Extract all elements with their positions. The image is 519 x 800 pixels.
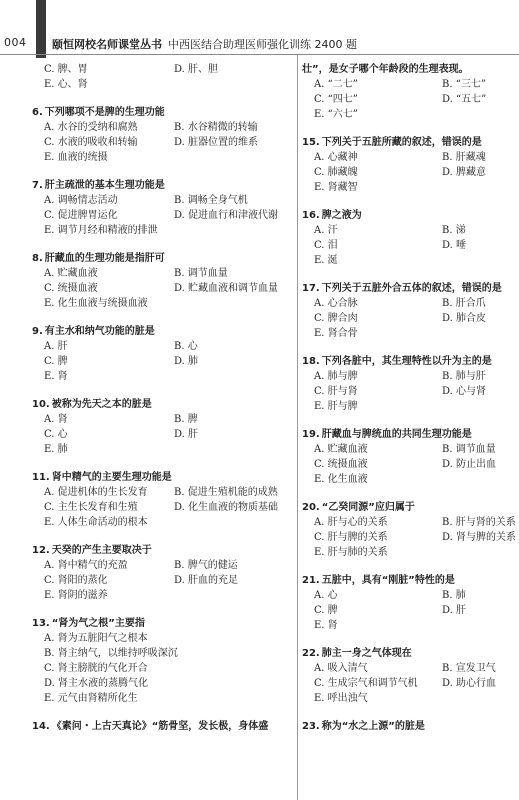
- answer-option: B. 调节血量: [174, 268, 228, 279]
- option-list: [302, 369, 518, 414]
- option-row: [44, 354, 294, 369]
- answer-option: C. 生成宗气和调节气机: [314, 678, 418, 689]
- question-text: 天癸的产生主要取决于: [51, 545, 152, 556]
- answer-option: C. 主生长发育和生殖: [44, 502, 138, 513]
- option-row: [44, 150, 294, 165]
- answer-option: B. 宣发卫气: [442, 663, 496, 674]
- answer-option: C. 肝与肾: [314, 386, 358, 397]
- answer-option: A. 贮藏血液: [44, 268, 98, 279]
- option-row: [44, 77, 294, 92]
- option-row: [44, 296, 294, 311]
- answer-option: D. 贮藏血液和调节血量: [174, 283, 279, 294]
- question-stem: [32, 616, 294, 631]
- question-number: 7.: [32, 180, 43, 191]
- question-stem: [32, 178, 294, 193]
- question-number: 11.: [32, 472, 50, 483]
- question: [302, 135, 518, 195]
- option-row: [314, 676, 518, 691]
- option-row: [314, 457, 518, 472]
- option-row: [314, 107, 518, 122]
- answer-option: D. 助心行血: [442, 678, 497, 689]
- answer-option: A. 心合脉: [314, 298, 358, 309]
- option-list: [302, 515, 518, 560]
- option-row: [314, 296, 518, 311]
- question-stem-continued: 壮”，是女子哪个年龄段的生理表现。: [302, 64, 469, 75]
- question-text: 下列关于五脏所藏的叙述，错误的是: [321, 137, 482, 148]
- answer-option: C. 水液的吸收和转输: [44, 137, 138, 148]
- option-row: [314, 92, 518, 107]
- question: [32, 719, 294, 734]
- question: [32, 470, 294, 530]
- answer-option: B. 肺: [442, 590, 466, 601]
- option-row: [314, 150, 518, 165]
- answer-option: B. 调畅全身气机: [174, 195, 248, 206]
- option-row: [44, 442, 294, 457]
- question-text: 有主水和纳气功能的脏是: [44, 326, 155, 337]
- question-text: 《素问・上古天真论》“筋骨坚，发长极，身体盛: [51, 721, 269, 732]
- answer-option: C. “四七”: [314, 94, 358, 105]
- question-stem: [32, 324, 294, 339]
- option-row: [44, 691, 294, 706]
- question: [32, 324, 294, 384]
- answer-option: E. 呼出浊气: [314, 693, 368, 704]
- answer-option: E. 心、肾: [44, 79, 88, 90]
- answer-option: E. 调节月经和精液的排泄: [44, 225, 158, 236]
- question-number: 14.: [32, 721, 50, 732]
- question-text: 肝藏血与脾统血的共同生理功能是: [321, 429, 472, 440]
- answer-option: D. 化生血液的物质基础: [174, 502, 279, 513]
- question-text: 下列各脏中，其生理特性以升为主的是: [321, 356, 492, 367]
- answer-option: C. 统摄血液: [314, 459, 368, 470]
- answer-option: E. 血液的统摄: [44, 152, 108, 163]
- question: [302, 427, 518, 487]
- question: [32, 543, 294, 603]
- option-row: [314, 311, 518, 326]
- option-row: [44, 485, 294, 500]
- option-row: [314, 384, 518, 399]
- page-header: [0, 32, 519, 52]
- answer-option: C. 心: [44, 429, 68, 440]
- option-row: [314, 618, 518, 633]
- answer-option: E. 肝与脾: [314, 401, 358, 412]
- question: [302, 646, 518, 706]
- option-row: [44, 515, 294, 530]
- answer-option: A. 心: [314, 590, 338, 601]
- question-text: 称为“水之上源”的脏是: [321, 721, 425, 732]
- option-list: [302, 296, 518, 341]
- question-number: 20.: [302, 502, 320, 513]
- option-row: [44, 631, 294, 646]
- question-number: 10.: [32, 399, 50, 410]
- answer-option: B. 促进生殖机能的成熟: [174, 487, 278, 498]
- option-row: [314, 180, 518, 195]
- question-stem: [302, 427, 518, 442]
- option-row: [44, 427, 294, 442]
- option-list: [302, 223, 518, 268]
- option-row: [314, 588, 518, 603]
- book-title: 中西医结合助理医师强化训练 2400 题: [168, 38, 357, 51]
- question-text: “乙癸同源”应归属于: [321, 502, 415, 513]
- option-list: [32, 631, 294, 706]
- answer-option: B. 涕: [442, 225, 466, 236]
- option-row: [44, 120, 294, 135]
- answer-option: A. 肝与心的关系: [314, 517, 388, 528]
- question-number: 17.: [302, 283, 320, 294]
- question-stem: [32, 719, 294, 734]
- option-row: [44, 266, 294, 281]
- answer-option: A. 贮藏血液: [314, 444, 368, 455]
- answer-option: B. 调节血量: [442, 444, 496, 455]
- question-stem: [32, 397, 294, 412]
- answer-option: A. 调畅情志活动: [44, 195, 118, 206]
- answer-option: D. 心与肾: [442, 386, 487, 397]
- option-row: [314, 691, 518, 706]
- question-stem: [32, 543, 294, 558]
- option-list: [32, 193, 294, 238]
- question-number: 15.: [302, 137, 320, 148]
- answer-option: D. 肝、胆: [174, 64, 219, 75]
- question-stem: [32, 105, 294, 120]
- answer-option: B. 脾气的健运: [174, 560, 238, 571]
- question-stem: [302, 135, 518, 150]
- option-list: [32, 62, 294, 92]
- option-row: [44, 500, 294, 515]
- option-row: [44, 208, 294, 223]
- option-row: [314, 545, 518, 560]
- option-row: [44, 135, 294, 150]
- answer-option: E. 肾阴的滋养: [44, 590, 108, 601]
- option-row: [314, 399, 518, 414]
- answer-option: D. 脾藏意: [442, 167, 487, 178]
- question-text: 下列关于五脏外合五体的叙述，错误的是: [321, 283, 502, 294]
- option-row: [44, 62, 294, 77]
- answer-option: B. 脾: [174, 414, 198, 425]
- question-number: 9.: [32, 326, 43, 337]
- answer-option: D. 肝血的充足: [174, 575, 239, 586]
- answer-option: E. 肾藏智: [314, 182, 358, 193]
- question-text: 肾中精气的主要生理功能是: [51, 472, 172, 483]
- question-text: 肝主疏泄的基本生理功能是: [44, 180, 165, 191]
- option-list: [32, 120, 294, 165]
- option-row: [44, 558, 294, 573]
- question: [302, 208, 518, 268]
- answer-option: D. 肾与脾的关系: [442, 532, 517, 543]
- answer-option: B. 水谷精微的转输: [174, 122, 258, 133]
- question: [302, 500, 518, 560]
- left-column: [32, 62, 294, 747]
- question-stem: [302, 500, 518, 515]
- question-stem: [32, 470, 294, 485]
- answer-option: C. 促进脾胃运化: [44, 210, 118, 221]
- answer-option: A. 心藏神: [314, 152, 358, 163]
- answer-option: C. 脾: [314, 605, 338, 616]
- page-number: 004: [4, 36, 27, 49]
- question: [302, 573, 518, 633]
- option-row: [44, 369, 294, 384]
- answer-option: D. 防止出血: [442, 459, 497, 470]
- option-row: [314, 472, 518, 487]
- answer-option: A. 肺与脾: [314, 371, 358, 382]
- answer-option: E. 元气由肾精所化生: [44, 693, 138, 704]
- option-row: [314, 661, 518, 676]
- answer-option: E. “六七”: [314, 109, 358, 120]
- question-text: 下列哪项不是脾的生理功能: [44, 107, 165, 118]
- answer-option: B. 肾主纳气，以维持呼吸深沉: [44, 648, 178, 659]
- answer-option: C. 肺藏魄: [314, 167, 358, 178]
- question-text: 脾之液为: [321, 210, 362, 221]
- right-column: [302, 62, 518, 747]
- option-row: [314, 238, 518, 253]
- question-number: 23.: [302, 721, 320, 732]
- question-stem: [302, 719, 518, 734]
- answer-option: E. 肝与肺的关系: [314, 547, 388, 558]
- answer-option: A. “二七”: [314, 79, 358, 90]
- question-text: 肺主一身之气体现在: [321, 648, 412, 659]
- option-list: [32, 485, 294, 530]
- answer-option: E. 涎: [314, 255, 338, 266]
- option-list: [302, 442, 518, 487]
- option-row: [44, 588, 294, 603]
- question-stem: [302, 646, 518, 661]
- answer-option: A. 肝: [44, 341, 68, 352]
- question-number: 6.: [32, 107, 43, 118]
- answer-option: E. 肾: [44, 371, 68, 382]
- question: [302, 62, 518, 122]
- option-list: [302, 661, 518, 706]
- answer-option: E. 化生血液: [314, 474, 368, 485]
- answer-option: A. 肾中精气的充盈: [44, 560, 128, 571]
- answer-option: D. 肺: [174, 356, 199, 367]
- answer-option: A. 吸入清气: [314, 663, 368, 674]
- option-row: [314, 77, 518, 92]
- question-stem: [302, 573, 518, 588]
- answer-option: E. 肺: [44, 444, 68, 455]
- question-stem: [302, 281, 518, 296]
- option-list: [32, 339, 294, 384]
- answer-option: E. 化生血液与统摄血液: [44, 298, 148, 309]
- question-number: 21.: [302, 575, 320, 586]
- answer-option: E. 肾合骨: [314, 328, 358, 339]
- answer-option: A. 水谷的受纳和腐熟: [44, 122, 138, 133]
- option-row: [44, 281, 294, 296]
- answer-option: B. 心: [174, 341, 198, 352]
- question: [302, 719, 518, 734]
- option-row: [314, 223, 518, 238]
- answer-option: D. 脏器位置的维系: [174, 137, 259, 148]
- question-number: 19.: [302, 429, 320, 440]
- option-row: [314, 515, 518, 530]
- question-stem: [32, 251, 294, 266]
- question-text: 五脏中，具有“刚脏”特性的是: [321, 575, 455, 586]
- answer-option: D. 促进血行和津液代谢: [174, 210, 279, 221]
- question-stem: [302, 354, 518, 369]
- answer-option: A. 肾: [44, 414, 68, 425]
- option-row: [44, 573, 294, 588]
- header-rule: [0, 54, 519, 55]
- option-row: [44, 646, 294, 661]
- question: [32, 178, 294, 238]
- question-number: 13.: [32, 618, 50, 629]
- answer-option: C. 肝与脾的关系: [314, 532, 388, 543]
- question-text: 肝藏血的生理功能是指肝可: [44, 253, 165, 264]
- answer-option: D. 唾: [442, 240, 467, 251]
- answer-option: B. 肝合爪: [442, 298, 486, 309]
- question-number: 22.: [302, 648, 320, 659]
- option-row: [44, 223, 294, 238]
- option-row: [314, 530, 518, 545]
- option-list: [32, 412, 294, 457]
- answer-option: A. 汗: [314, 225, 338, 236]
- question: [32, 616, 294, 706]
- question: [32, 251, 294, 311]
- answer-option: D. 肝: [174, 429, 199, 440]
- answer-option: C. 肾主膀胱的气化开合: [44, 663, 148, 674]
- answer-option: C. 肾阳的蒸化: [44, 575, 108, 586]
- question-number: 12.: [32, 545, 50, 556]
- answer-option: B. 肺与肝: [442, 371, 486, 382]
- column-divider: [297, 55, 298, 800]
- answer-option: A. 肾为五脏阳气之根本: [44, 633, 148, 644]
- option-list: [302, 77, 518, 122]
- option-list: [302, 588, 518, 633]
- question: [302, 354, 518, 414]
- answer-option: B. 肝藏魂: [442, 152, 486, 163]
- answer-option: C. 脾: [44, 356, 68, 367]
- option-row: [44, 339, 294, 354]
- option-row: [44, 676, 294, 691]
- question: [302, 281, 518, 341]
- question: [32, 105, 294, 165]
- option-row: [314, 603, 518, 618]
- answer-option: E. 肾: [314, 620, 338, 631]
- option-row: [314, 369, 518, 384]
- answer-option: D. 肺合皮: [442, 313, 487, 324]
- question-number: 16.: [302, 210, 320, 221]
- option-row: [44, 412, 294, 427]
- question-number: 18.: [302, 356, 320, 367]
- answer-option: C. 脾合肉: [314, 313, 358, 324]
- option-list: [302, 150, 518, 195]
- option-row: [314, 165, 518, 180]
- answer-option: B. 肝与肾的关系: [442, 517, 516, 528]
- answer-option: C. 统摄血液: [44, 283, 98, 294]
- answer-option: D. 肝: [442, 605, 467, 616]
- question-number: 8.: [32, 253, 43, 264]
- question-text: “肾为气之根”主要指: [51, 618, 145, 629]
- option-row: [44, 193, 294, 208]
- option-row: [314, 442, 518, 457]
- option-list: [32, 266, 294, 311]
- answer-option: C. 泪: [314, 240, 338, 251]
- question: [32, 62, 294, 92]
- series-title: 颐恒网校名师课堂丛书: [52, 38, 162, 51]
- question-stem: [302, 208, 518, 223]
- option-row: [44, 661, 294, 676]
- answer-option: C. 脾、胃: [44, 64, 88, 75]
- answer-option: D. “五七”: [442, 94, 487, 105]
- answer-option: E. 人体生命活动的根本: [44, 517, 148, 528]
- answer-option: D. 肾主水液的蒸腾气化: [44, 678, 149, 689]
- question-text: 被称为先天之本的脏是: [51, 399, 152, 410]
- answer-option: B. “三七”: [442, 79, 486, 90]
- answer-option: A. 促进机体的生长发育: [44, 487, 148, 498]
- option-list: [32, 558, 294, 603]
- option-row: [314, 253, 518, 268]
- option-row: [314, 326, 518, 341]
- question: [32, 397, 294, 457]
